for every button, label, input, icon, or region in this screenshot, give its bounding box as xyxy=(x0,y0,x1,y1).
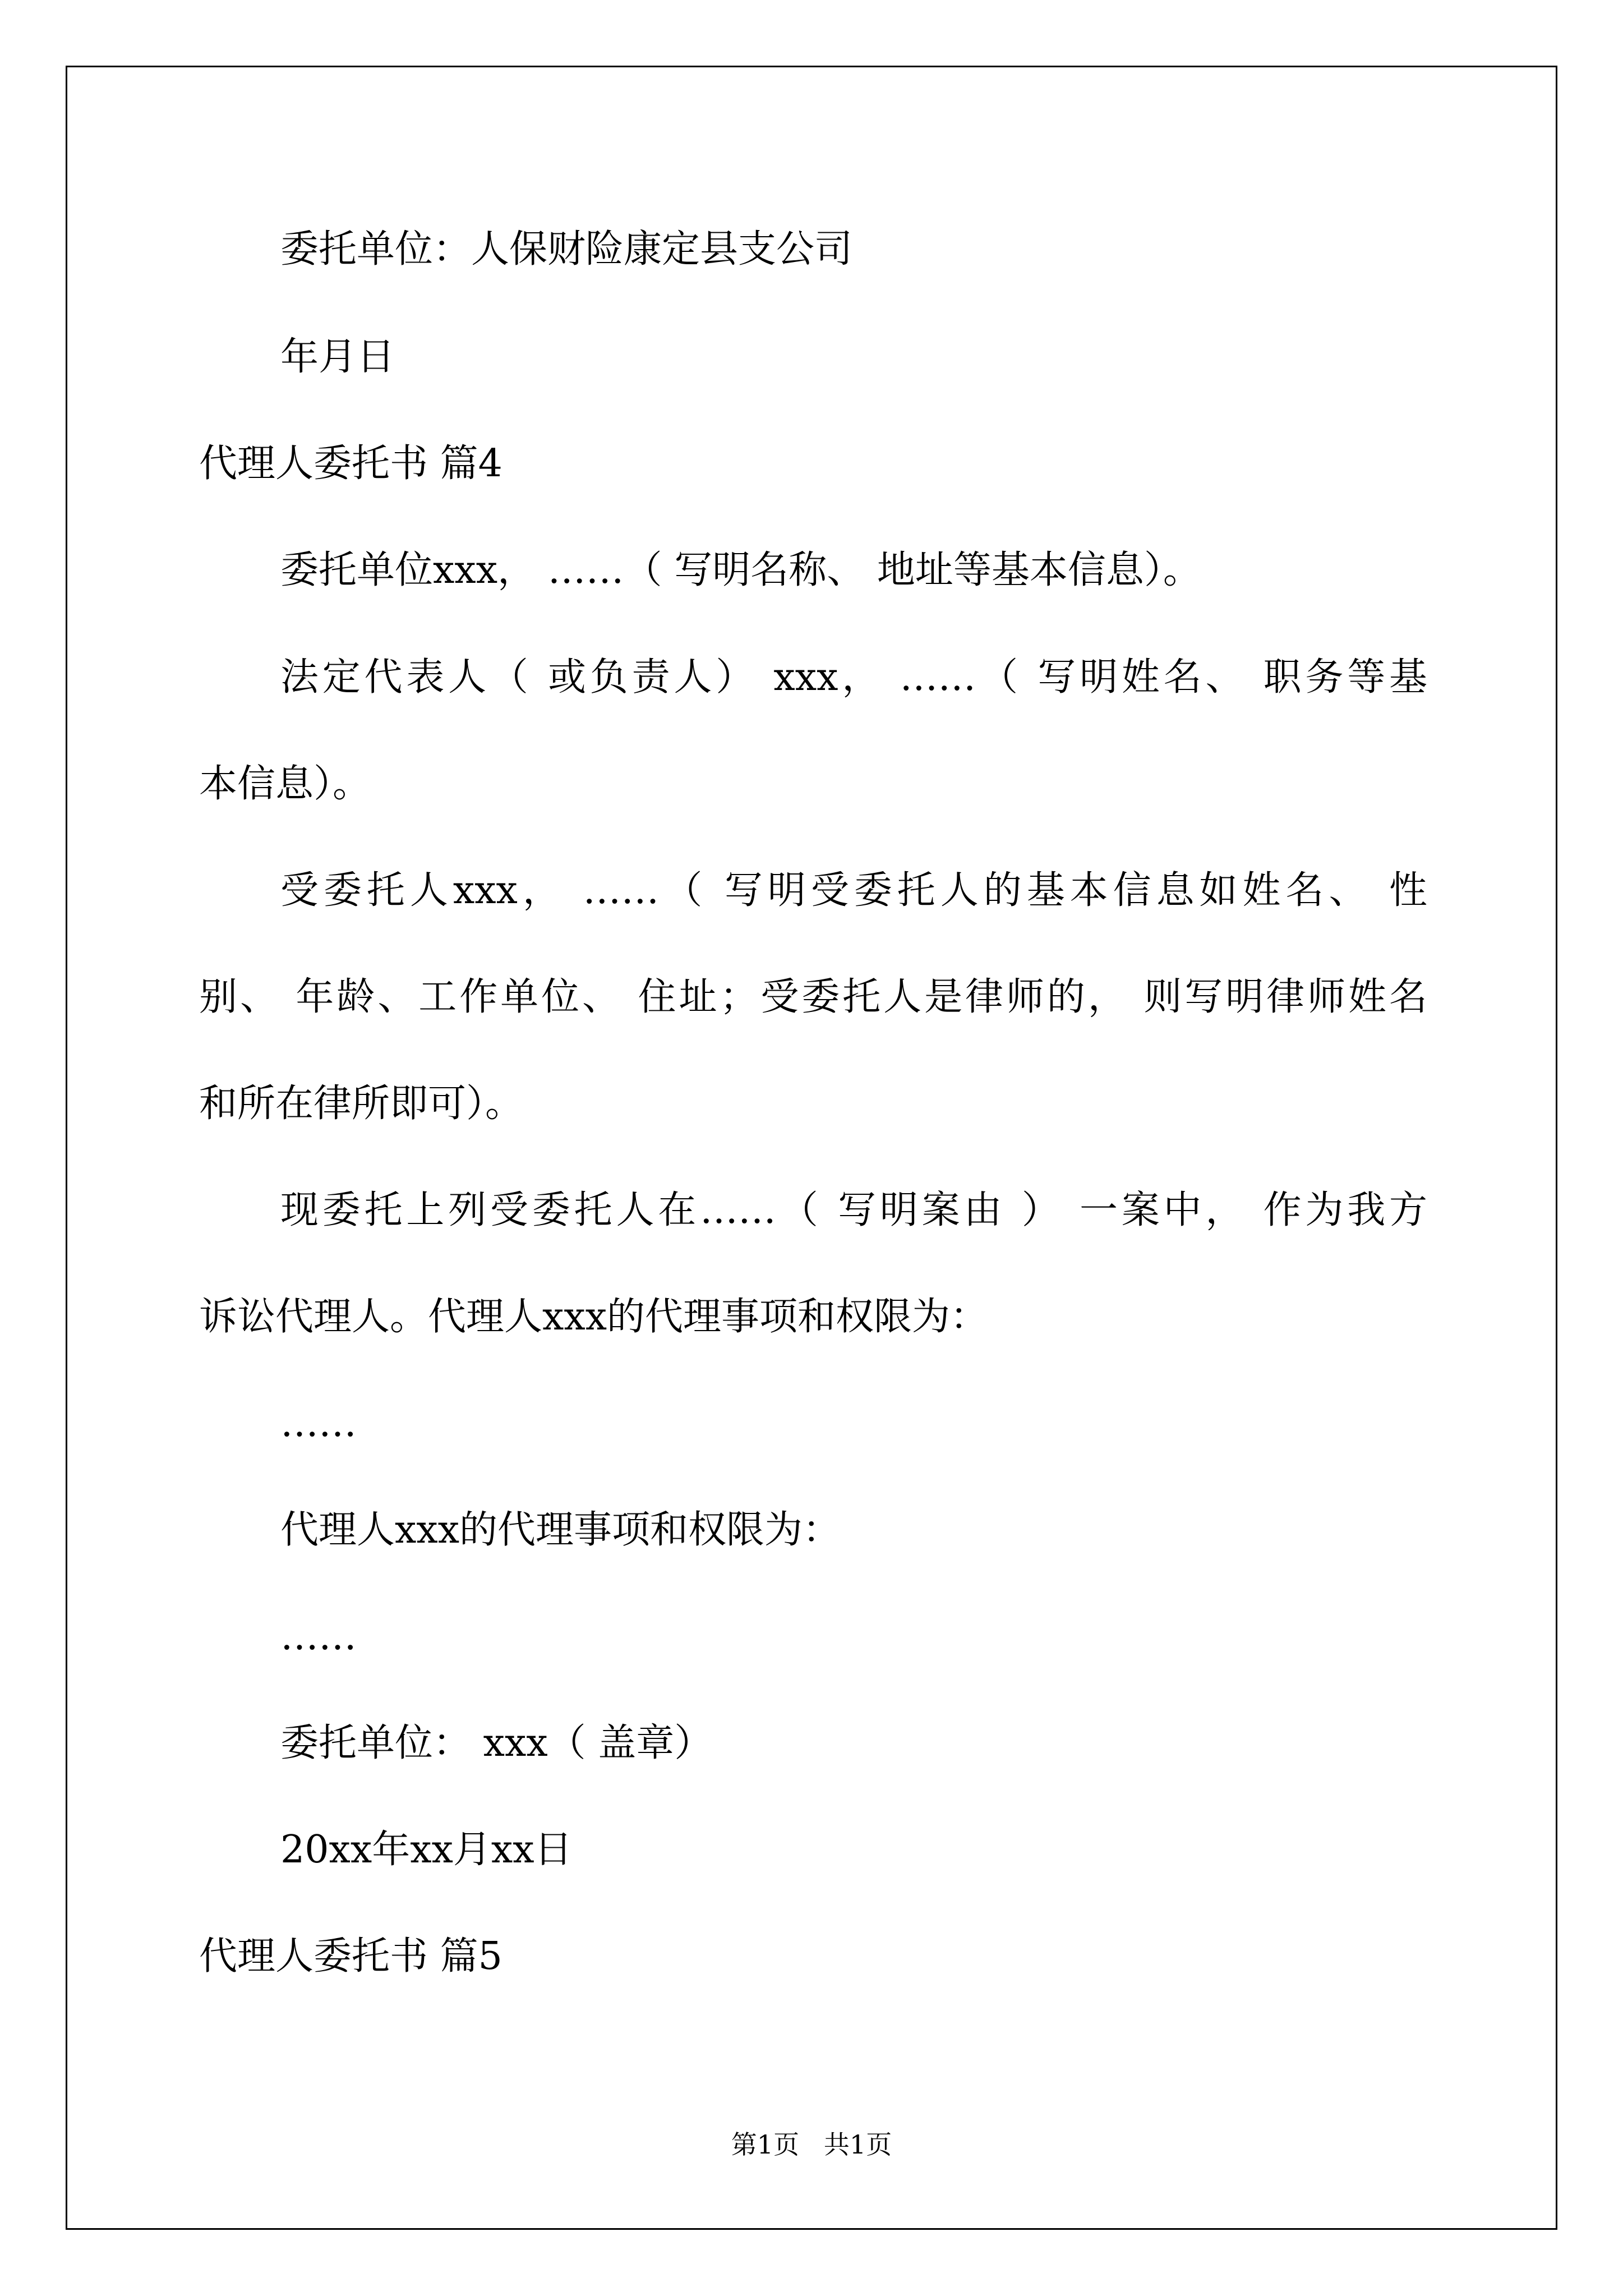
section-heading-4: 代理人委托书 篇4 xyxy=(199,441,502,486)
ellipsis-line-1: …… xyxy=(280,1401,357,1446)
agent-scope-line: 代理人xxx的代理事项和权限为： xyxy=(280,1508,841,1552)
legal-representative-paragraph-cont: 本信息）。 xyxy=(199,762,371,806)
entrusting-unit-line: 委托单位：人保财险康定县支公司 xyxy=(280,227,853,272)
authorization-paragraph-cont: 诉讼代理人。代理人xxx的代理事项和权限为： xyxy=(199,1295,989,1339)
entrusting-unit-paragraph: 委托单位xxx， ……（ 写明名称、 地址等基本信息）。 xyxy=(280,548,1201,592)
page-border xyxy=(66,66,1557,2230)
signature-date-line: 20xx年xx月xx日 xyxy=(280,1828,573,1872)
trustee-paragraph-cont-1: 别、 年龄、工作单位、 住址；受委托人是律师的， 则写明律师姓名 xyxy=(199,975,1427,1019)
authorization-paragraph: 现委托上列受委托人在……（ 写明案由 ） 一案中， 作为我方 xyxy=(280,1188,1427,1232)
trustee-paragraph-cont-2: 和所在律所即可）。 xyxy=(199,1082,524,1126)
page-footer: 第1页 共1页 xyxy=(731,2129,892,2160)
section-heading-5: 代理人委托书 篇5 xyxy=(199,1934,502,1978)
ellipsis-line-2: …… xyxy=(280,1614,357,1659)
legal-representative-paragraph: 法定代表人（ 或负责人） xxx， ……（ 写明姓名、 职务等基 xyxy=(280,655,1427,700)
trustee-paragraph: 受委托人xxx， ……（ 写明受委托人的基本信息如姓名、 性 xyxy=(280,868,1427,913)
date-line: 年月日 xyxy=(280,335,395,379)
seal-line: 委托单位： xxx（ 盖章） xyxy=(280,1721,713,1765)
